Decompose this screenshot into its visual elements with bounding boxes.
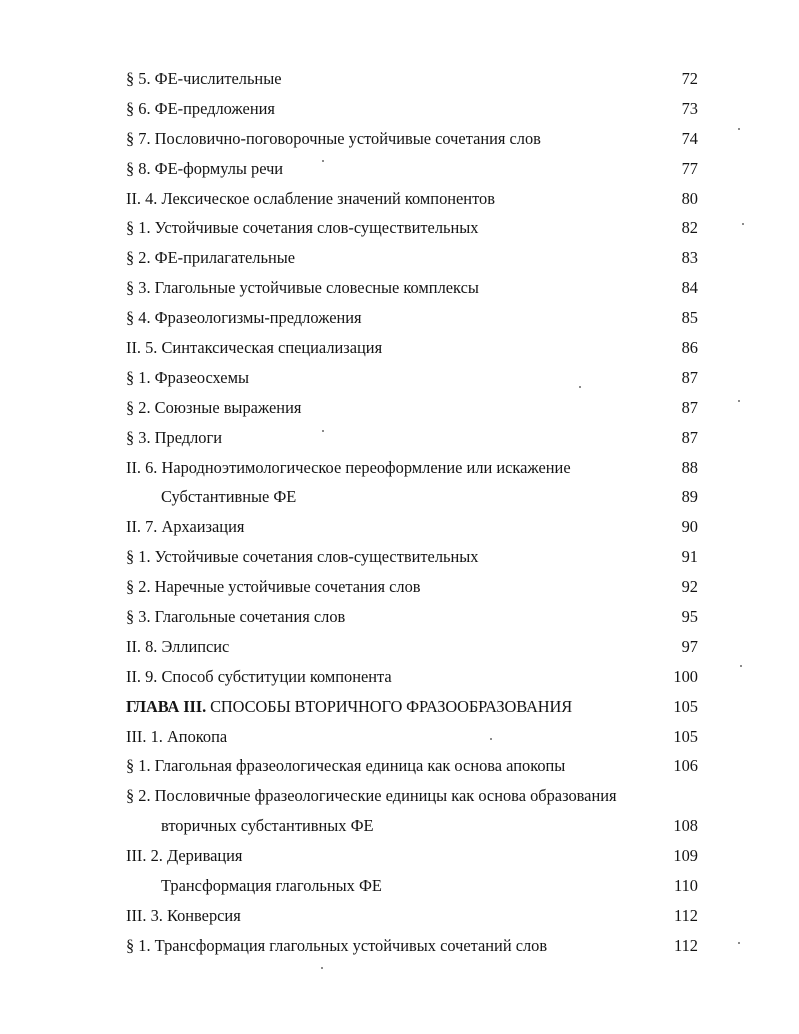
toc-entry-title: III. 1. Апокопа: [126, 726, 228, 746]
toc-entry: [126, 243, 702, 273]
toc-entry-page: 90: [681, 517, 698, 537]
toc-entry-title: § 8. ФЕ-формулы речи: [126, 158, 284, 178]
toc-entry-title: § 2. ФЕ-прилагательные: [126, 248, 296, 268]
table-of-contents: [126, 64, 702, 961]
toc-entry: [126, 94, 702, 124]
toc-entry: [126, 273, 702, 303]
scan-speck: [490, 738, 492, 740]
scan-speck: [321, 967, 323, 969]
toc-entry: [126, 154, 702, 184]
toc-entry-page: 112: [674, 935, 698, 955]
scan-speck: [738, 128, 740, 130]
toc-entry-page: 112: [674, 905, 698, 925]
scan-speck: [322, 430, 324, 432]
toc-entry: [126, 393, 702, 423]
toc-entry: [126, 901, 702, 931]
scan-speck: [740, 665, 742, 667]
scan-speck: [738, 942, 740, 944]
toc-entry-title: вторичных субстантивных ФЕ: [161, 816, 374, 836]
toc-entry-page: 106: [673, 756, 698, 776]
toc-entry-page: 87: [681, 367, 698, 387]
toc-entry-title: Субстантивные ФЕ: [161, 487, 297, 507]
toc-entry: [126, 184, 702, 214]
toc-entry: [126, 363, 702, 393]
toc-entry: [126, 632, 702, 662]
toc-entry-title: II. 8. Эллипсис: [126, 636, 230, 656]
toc-entry-page: 77: [681, 158, 698, 178]
toc-entry-title: § 1. Фразеосхемы: [126, 367, 249, 387]
toc-entry: [126, 333, 702, 363]
toc-entry-title: § 3. Глагольные устойчивые словесные комплексы: [126, 278, 479, 298]
toc-entry-page: 83: [681, 248, 698, 268]
toc-entry-page: 108: [673, 816, 698, 836]
toc-entry: [126, 124, 702, 154]
toc-entry-page: 87: [681, 397, 698, 417]
toc-entry: [126, 453, 702, 483]
toc-entry-title: § 1. Трансформация глагольных устойчивых сочетаний слов: [126, 935, 548, 955]
toc-entry-title: § 2. Наречные устойчивые сочетания слов: [126, 577, 421, 597]
toc-entry-page: 100: [673, 666, 698, 686]
toc-entry-title: § 7. Пословично-поговорочные устойчивые сочетания слов: [126, 128, 541, 148]
toc-entry: [126, 542, 702, 572]
toc-entry-title: § 2. Пословичные фразеологические единицы как основа образования: [126, 786, 617, 806]
toc-entry-page: 97: [681, 636, 698, 656]
toc-entry-title: III. 2. Деривация: [126, 846, 243, 866]
toc-entry-indented: [126, 811, 702, 841]
toc-entry-page: 105: [673, 726, 698, 746]
toc-entry-page: 95: [681, 607, 698, 627]
toc-entry-title: § 5. ФЕ-числительные: [126, 69, 282, 88]
toc-entry-page: 80: [681, 188, 698, 208]
toc-entry: [126, 423, 702, 453]
toc-entry-page: 92: [681, 577, 698, 597]
toc-entry: [126, 722, 702, 752]
toc-entry: [126, 303, 702, 333]
toc-entry-page: 105: [673, 696, 698, 716]
toc-entry: [126, 512, 702, 542]
toc-entry-page: 84: [681, 278, 698, 298]
toc-entry-title: § 1. Устойчивые сочетания слов-существительных: [126, 218, 479, 238]
toc-entry-title: II. 9. Способ субституции компонента: [126, 666, 392, 686]
toc-entry: [126, 572, 702, 602]
toc-entry-title: § 3. Глагольные сочетания слов: [126, 607, 346, 627]
toc-entry: [126, 931, 702, 961]
chapter-number: ГЛАВА III.: [126, 696, 207, 716]
toc-entry-page: 110: [674, 876, 698, 896]
toc-entry-page: 72: [681, 69, 698, 88]
toc-entry-page: 88: [681, 457, 698, 477]
scan-speck: [322, 160, 324, 162]
toc-entry-title: II. 6. Народноэтимологическое переоформление или искажение: [126, 457, 571, 477]
toc-entry-page: 73: [681, 98, 698, 118]
toc-entry-page: 74: [681, 128, 698, 148]
toc-chapter-heading: [126, 692, 702, 722]
toc-entry: [126, 213, 702, 243]
toc-entry-title: II. 4. Лексическое ослабление значений компонентов: [126, 188, 495, 208]
toc-entry-page: 87: [681, 427, 698, 447]
toc-entry-page: 91: [681, 547, 698, 567]
chapter-title: СПОСОБЫ ВТОРИЧНОГО ФРАЗООБРАЗОВАНИЯ: [206, 696, 573, 716]
toc-entry: [126, 781, 702, 811]
toc-entry: [126, 841, 702, 871]
toc-entry: [126, 662, 702, 692]
toc-entry-indented: [126, 871, 702, 901]
toc-entry-title: § 1. Глагольная фразеологическая единица как основа апокопы: [126, 756, 566, 776]
toc-entry-title: § 2. Союзные выражения: [126, 397, 302, 417]
toc-entry-title: III. 3. Конверсия: [126, 905, 241, 925]
toc-entry-title: § 3. Предлоги: [126, 427, 222, 447]
toc-entry-page: 86: [681, 338, 698, 358]
toc-entry-page: 82: [681, 218, 698, 238]
scan-speck: [742, 223, 744, 225]
scan-speck: [579, 386, 581, 388]
scan-speck: [738, 400, 740, 402]
toc-entry-indented: [126, 482, 702, 512]
toc-entry: [126, 602, 702, 632]
toc-entry-page: 109: [673, 846, 698, 866]
toc-entry-title: II. 5. Синтаксическая специализация: [126, 338, 383, 358]
toc-entry-title: II. 7. Архаизация: [126, 517, 245, 537]
toc-entry-title: Трансформация глагольных ФЕ: [161, 876, 382, 896]
toc-entry-title: § 1. Устойчивые сочетания слов-существительных: [126, 547, 479, 567]
toc-entry-title: § 4. Фразеологизмы-предложения: [126, 308, 362, 328]
toc-entry-page: 85: [681, 308, 698, 328]
toc-entry-page: 89: [681, 487, 698, 507]
toc-entry: [126, 64, 702, 94]
toc-entry-title: § 6. ФЕ-предложения: [126, 98, 275, 118]
toc-entry-title: [126, 692, 572, 722]
toc-entry: [126, 751, 702, 781]
